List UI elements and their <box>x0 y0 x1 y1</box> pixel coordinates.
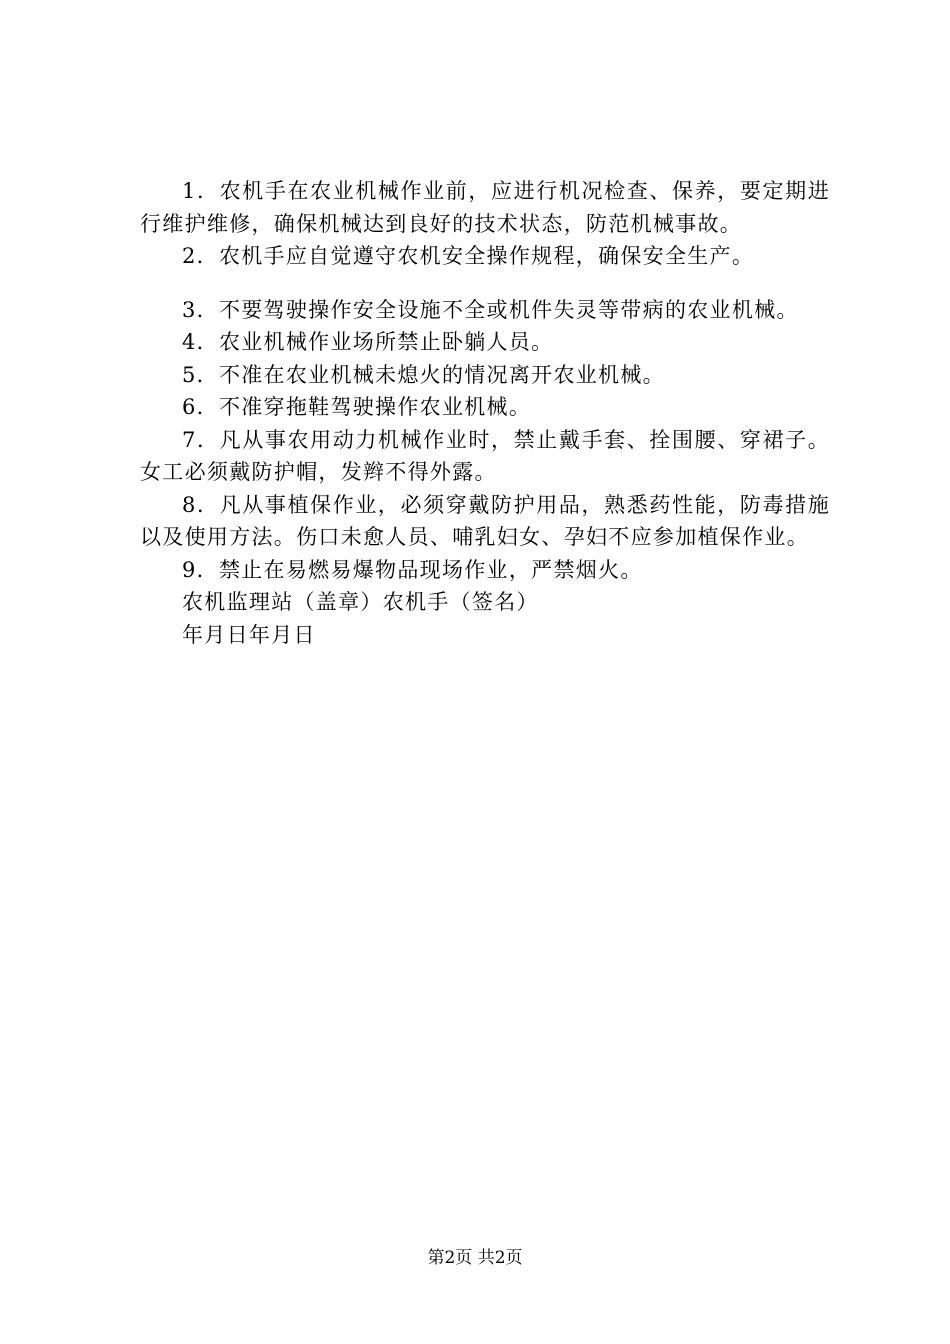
page-number: 第2页 共2页 <box>427 1248 523 1268</box>
paragraph-1: 1．农机手在农业机械作业前，应进行机况检查、保养，要定期进行维护维修，确保机械达到良好的技术状态，防范机械事故。 <box>140 179 830 236</box>
paragraph-3: 3．不要驾驶操作安全设施不全或机件失灵等带病的农业机械。 <box>182 297 799 322</box>
document-body <box>140 175 830 651</box>
paragraph-4: 4．农业机械作业场所禁止卧躺人员。 <box>182 330 554 354</box>
date-line: 年月日年月日 <box>182 622 316 647</box>
paragraph-7: 7．凡从事农用动力机械作业时，禁止戴手套、拴围腰、穿裙子。女工必须戴防护帽，发辫不得外露。 <box>140 427 830 484</box>
paragraph-gap <box>140 273 830 294</box>
paragraph-9: 9．禁止在易燃易爆物品现场作业，严禁烟火。 <box>182 557 643 582</box>
paragraph-8: 8．凡从事植保作业，必须穿戴防护用品，熟悉药性能，防毒措施以及使用方法。伤口未愈人员、哺乳妇女、孕妇不应参加植保作业。 <box>140 492 830 549</box>
paragraph-5: 5．不准在农业机械未熄火的情况离开农业机械。 <box>182 362 665 387</box>
paragraph-6: 6．不准穿拖鞋驾驶操作农业机械。 <box>182 395 532 419</box>
signature-line: 农机监理站（盖章）农机手（签名） <box>182 590 539 614</box>
paragraph-2: 2．农机手应自觉遵守农机安全操作规程，确保安全生产。 <box>182 244 755 268</box>
